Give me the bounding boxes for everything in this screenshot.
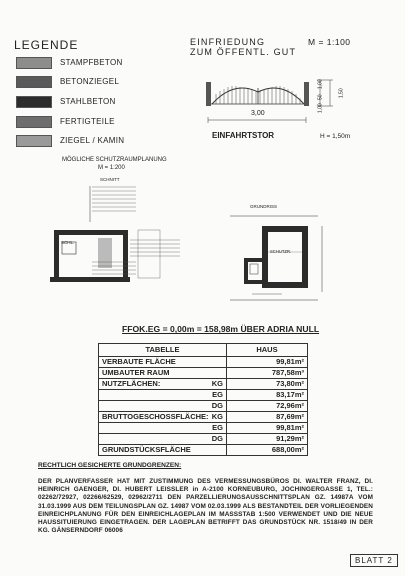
row-sublabel: KG — [211, 379, 223, 388]
shelter-scale: M = 1:200 — [98, 165, 125, 171]
fence-dim: 1,50 — [338, 88, 345, 99]
row-value: 99,81m² — [226, 357, 307, 368]
floor-plan-drawing — [222, 212, 332, 307]
table-header-row — [99, 344, 308, 357]
table-header-right: HAUS — [226, 344, 307, 357]
table-row — [99, 434, 308, 445]
legend-label: STAHLBETON — [60, 97, 116, 106]
row-label-text: BRUTTOGESCHOSSFLÄCHE: — [102, 412, 209, 421]
plan-label: GRUNDRISS — [250, 204, 278, 209]
row-label: VERBAUTE FLÄCHE — [99, 357, 227, 368]
table-row — [99, 445, 308, 456]
table-row — [99, 412, 308, 423]
row-label — [99, 412, 227, 423]
ffok-elevation: FFOK.EG = 0,00m = 158,98m ÜBER ADRIA NULL — [122, 324, 320, 334]
legend-swatch-stahlbeton — [16, 96, 52, 108]
fence-height: H = 1,50m — [320, 133, 351, 140]
row-value: 787,58m³ — [226, 368, 307, 379]
row-sublabel: EG — [99, 390, 227, 401]
legend-swatch-stampfbeton — [16, 57, 52, 69]
row-label: UMBAUTER RAUM — [99, 368, 227, 379]
row-sublabel: DG — [99, 434, 227, 445]
legal-heading: RECHTLICH GESICHERTE GRUNDGRENZEN: — [38, 462, 182, 469]
schleuse-label: SCHL. — [61, 240, 75, 245]
legend-label: STAMPFBETON — [60, 58, 123, 67]
row-sublabel: EG — [99, 423, 227, 434]
fence-title-line2: ZUM ÖFFENTL. GUT — [190, 47, 297, 57]
table-row — [99, 357, 308, 368]
sheet-number: BLATT 2 — [350, 554, 398, 567]
row-label — [99, 379, 227, 390]
legend-swatch-fertigteile — [16, 116, 52, 128]
legend-title: LEGENDE — [14, 38, 79, 52]
row-label: GRUNDSTÜCKSFLÄCHE — [99, 445, 227, 456]
row-value: 688,00m² — [226, 445, 307, 456]
legend-swatch-ziegel — [16, 135, 52, 147]
fence-label: EINFAHRTSTOR — [212, 131, 275, 140]
area-table — [98, 343, 308, 456]
fence-dim: 50 — [317, 94, 324, 101]
row-value: 83,17m² — [226, 390, 307, 401]
fence-width-dim: 3,00 — [251, 110, 265, 117]
legend-label: FERTIGTEILE — [60, 117, 115, 126]
table-row — [99, 368, 308, 379]
legal-text: DER PLANVERFASSER HAT MIT ZUSTIMMUNG DES VERMESSUNGSBÜROS DI. WALTER FRANZ, DI. HEINRICH GAENGER, DI. HUBERT LEISSLER in A-2100 KORNEUBURG, JOCHINGERGASSE 1, TEL.: 02262/72927, 02266/62529, 02962/2711 DEN PARZELLIERUNGSAUSSCHNITTSPLAN GZ. 14987A VOM 31.03.1999 AUS DEM TEILUNGSPLAN GZ. 14987 VOM 02.03.1999 ALS BESTANDTEIL DER VORLIEGENDEN EINREICHPLANUNG FÜR DEN EINREICHLAGEPLAN IM MASSSTAB 1:500 VERWENDET UND DIE NEUE HAUSSITUIERUNG EINGETRAGEN. DER LAGEPLAN BETRIFFT DAS GRUNDSTÜCK NR. 1518/49 IN DER KG. GÄNSERNDORF 06006 — [38, 478, 373, 535]
row-sublabel: DG — [99, 401, 227, 412]
row-value: 72,96m² — [226, 401, 307, 412]
table-row — [99, 401, 308, 412]
fence-title — [190, 37, 296, 57]
table-row — [99, 379, 308, 390]
legend-swatch-betonziegel — [16, 76, 52, 88]
fence-dim: 1,00 — [317, 79, 324, 90]
section-label: SCHNITT — [100, 177, 120, 182]
fence-dim: 1,00 — [317, 103, 324, 114]
row-value: 99,81m² — [226, 423, 307, 434]
row-value: 73,80m² — [226, 379, 307, 390]
row-value: 91,29m² — [226, 434, 307, 445]
legend-label: BETONZIEGEL — [60, 77, 120, 86]
fence-scale: M = 1:100 — [308, 37, 351, 47]
shelter-title: MÖGLICHE SCHUTZRAUMPLANUNG — [62, 157, 167, 163]
row-label-text: NUTZFLÄCHEN: — [102, 379, 161, 388]
room-label: SCHUTZR. — [270, 249, 292, 254]
fence-title-line1: EINFRIEDUNG — [190, 37, 266, 47]
row-value: 87,69m² — [226, 412, 307, 423]
row-sublabel: KG — [211, 412, 223, 421]
legend-label: ZIEGEL / KAMIN — [60, 136, 125, 145]
table-header-left: TABELLE — [99, 344, 227, 357]
table-row — [99, 390, 308, 401]
table-row — [99, 423, 308, 434]
